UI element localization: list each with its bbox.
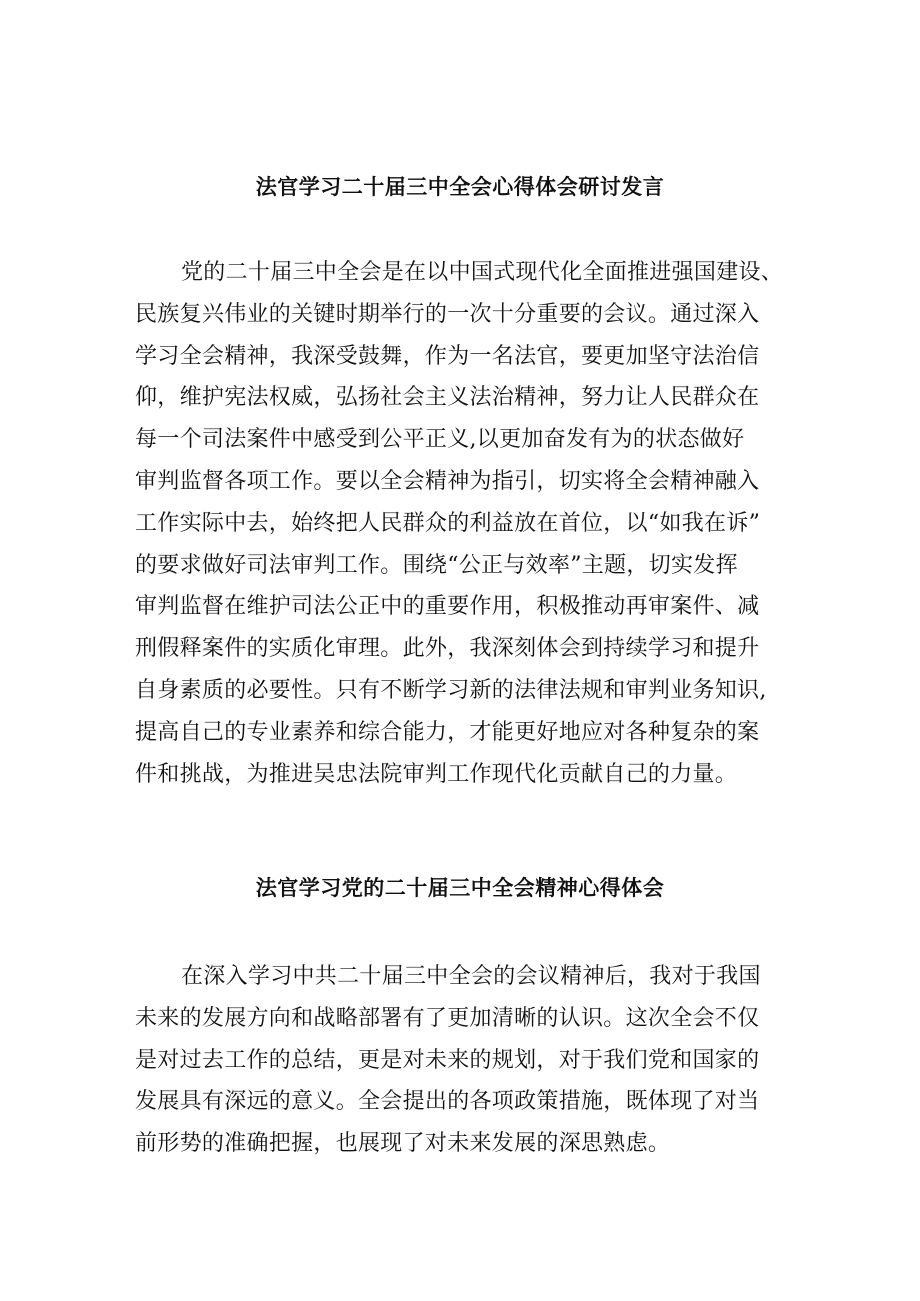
- paragraph-line: 仰，维护宪法权威，弘扬社会主义法治精神，努力让人民群众在: [135, 385, 760, 411]
- paragraph-line: 每一个司法案件中感受到公平正义,以更加奋发有为的状态做好: [135, 427, 745, 453]
- section-1-paragraph: [135, 252, 800, 795]
- section-2-title: 法官学习党的二十届三中全会精神心得体会: [255, 876, 665, 900]
- paragraph-line: 的要求做好司法审判工作。围绕“公正与效率”主题，切实发挥: [135, 552, 738, 578]
- paragraph-line: 自身素质的必要性。只有不断学习新的法律法规和审判业务知识,: [135, 677, 767, 703]
- section-2-paragraph: [135, 956, 800, 1165]
- paragraph-line: 审判监督在维护司法公正中的重要作用，积极推动再审案件、减: [135, 594, 760, 620]
- paragraph-line: 学习全会精神，我深受鼓舞，作为一名法官，要更加坚守法治信: [135, 343, 760, 369]
- section-1-title: 法官学习二十届三中全会心得体会研讨发言: [255, 175, 665, 199]
- paragraph-line: 前形势的准确把握，也展现了对未来发展的深思熟虑。: [135, 1131, 671, 1157]
- paragraph-line: 发展具有深远的意义。全会提出的各项政策措施，既体现了对当: [135, 1089, 760, 1115]
- paragraph-line: 提高自己的专业素养和综合能力，才能更好地应对各种复杂的案: [135, 719, 760, 745]
- paragraph-line: 党的二十届三中全会是在以中国式现代化全面推进强国建设、: [181, 260, 784, 285]
- paragraph-line: 在深入学习中共二十届三中全会的会议精神后，我对于我国: [181, 964, 761, 989]
- paragraph-line: 民族复兴伟业的关键时期举行的一次十分重要的会议。通过深入: [135, 301, 760, 327]
- paragraph-line: 未来的发展方向和战略部署有了更加清晰的认识。这次全会不仅: [135, 1005, 760, 1031]
- paragraph-line: 审判监督各项工作。要以全会精神为指引，切实将全会精神融入: [135, 468, 760, 494]
- paragraph-line: 刑假释案件的实质化审理。此外，我深刻体会到持续学习和提升: [135, 636, 760, 662]
- paragraph-line: 件和挑战，为推进吴忠法院审判工作现代化贡献自己的力量。: [135, 761, 738, 787]
- paragraph-line: 是对过去工作的总结，更是对未来的规划，对于我们党和国家的: [135, 1047, 760, 1073]
- paragraph-line: 工作实际中去，始终把人民群众的利益放在首位，以“如我在诉”: [135, 510, 761, 536]
